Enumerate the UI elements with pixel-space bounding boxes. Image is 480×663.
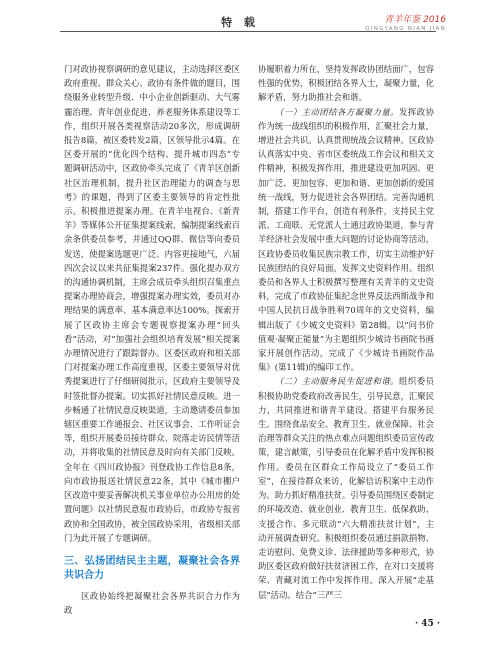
left-column: [64, 62, 240, 616]
subsection-2: [258, 374, 434, 601]
header-rule: [60, 31, 436, 32]
subsection-2-title: （二）主动服务民生促进和谐。: [275, 376, 400, 387]
left-paragraph-2: 区政协始终把凝聚社会各界共识合力作为政: [64, 590, 240, 616]
right-column: [258, 62, 434, 610]
subsection-1: [258, 105, 434, 375]
right-paragraph-1: 协履职着力所在，坚持发挥政协团结面广，包容性强的优势，积极团结各界人士，凝聚力量，化解矛盾，努力助推社会和谐。: [258, 64, 434, 103]
subsection-2-body: 组织委员积极协助党委政府改善民生，引导民意，汇聚民力，共同推进和谐青羊建设。搭建平台服务民生。围绕食品安全、教育卫生、就业保障、社会治理等群众关注的热点难点问题组织委员宣传政策，建言献策，引导委员在化解矛盾中发挥积极作用。委员在区群众工作局设立了“委员工作室”，在接待群众来访，化解信访积案中主动作为。助力抓好精准扶贫。引导委员围绕区委制定的环境改造、就业创业、教育卫生、低保救助、支援合作、多元联动“六大精准扶贫计划”，主动开展调查研究。积极组织委员通过捐款捐物、走访慰问、免费义诊、法律援助等多种形式，协助区委区政府做好扶贫济困工作，在对口支援将荣、青藏对流工作中发挥作用。深入开展“走基层”活动。结合“三严三: [258, 376, 435, 600]
left-paragraph-1: 门对政协视察调研的意见建议，主动选择区委区政府重视、群众关心、政协有条件做的题目，围绕服务业转型升级、中小企业创新驱动、大气雾霾治理、青年创业促进、养老服务体系建设等工作，组织开展各类视察活动20多次，形成调研报告8篇，被区委转发2篇，区领导批示4篇。在区委开展的“优化四个结构、提升城市四态”专题调研活动中，区政协牵头完成了《青羊区创新社区治理机制，提升社区治理能力的调查与思考》的课题，得到了区委主要领导的肯定性批示。积极推进提案办理。在青羊电视台、《新青羊》等媒体公开征集提案线索，编制提案线索百余条供委员参考，并通过QQ群、微信等向委员发送，使提案选题更广泛、内容更接地气，六届四次会议以来共征集提案237件。强化提办双方的沟通协调机制，主席会成员牵头组织召集重点提案办理协商会，增强提案办理实效，委员对办理结果的满意率、基本满意率达100%。探索开展了区政协主席会专题视察提案办理“回头看”活动，对“加强社会组织培育发展”相关提案办理情况进行了跟踪督办。区委区政府和相关部门对提案办理工作高度重视，区委主要领导对优秀提案进行了仔细研阅批示，区政府主要领导及时签批督办提案。切实抓好社情民意反映。进一步畅通了社情民意反映渠道，主动邀请委员参加辖区重要工作通报会、社区议事会、工作听证会等，组织开展委员接待群众、院落走访民情等活动，并将收集的社情民意及时向有关部门反映。全年在《四川政协报》刊登政协工作信息8条，向市政协报送社情民意22条，其中《城市棚户区改造中要妥善解决机关事业单位办公用房的处置问题》以社情民意报市政协后，市政协专报省政协和全国政协，被全国政协采用，省级相关部门为此开展了专题调研。: [64, 64, 240, 543]
page-number: · 45 ·: [414, 619, 440, 629]
section-heading: 三、弘扬团结民主主题，凝聚社会各界共识合力: [64, 555, 240, 581]
running-header: [365, 12, 446, 32]
subsection-1-title: （一）主动团结各方凝聚力量。: [275, 106, 400, 117]
yearbook-title: 青羊年鉴 2016: [384, 15, 446, 25]
yearbook-pinyin: QINGYANG NIAN JIAN: [365, 26, 446, 32]
section-title: 特 载: [221, 16, 259, 29]
subsection-1-body: 发挥政协作为统一战线组织的积极作用，汇聚社会力量，增进社会共识。认真贯彻统战会议精神。区政协认真落实中央、省市区委统战工作会议和相关文件精神，积极发挥作用，推进建设更加巩固、更加广泛、更加包容、更加和谐、更加创新的爱国统一战线，努力促进社会各界团结。完善沟通机制，搭建工作平台，创造有利条件，支持民主党派、工商联、无党派人士通过政协渠道，参与青羊经济社会发展中重大问题的讨论协商等活动。区政协委员收集民族宗教工作，切实主动维护好民族团结的良好局面。发挥文史资料作用。组织委员和各界人士积极撰写整理有关青羊的文史资料，完成了市政协征集纪念世界反法西斯战争和中国人民抗日战争胜利70周年的文史资料，编辑出版了《少城文史资料》第28辑。以“问书价值观·凝聚正能量”为主题组织少城诗书画院书画家开展创作活动，完成了《少城诗书画院作品集》(第11辑)的编印工作。: [258, 106, 435, 373]
